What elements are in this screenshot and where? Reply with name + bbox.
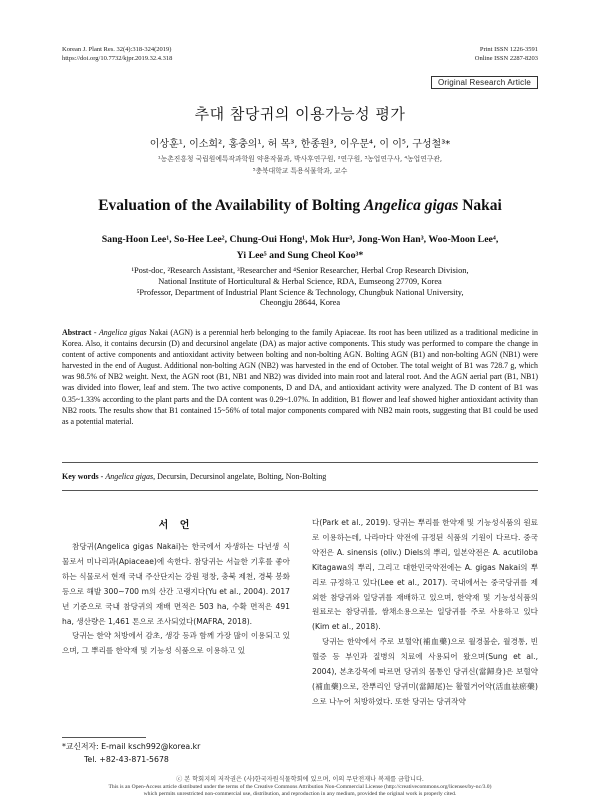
doi-link[interactable]: https://doi.org/10.7732/kjpr.2019.32.4.318	[62, 54, 173, 62]
keywords	[62, 472, 538, 481]
korean-authors: 이상훈¹, 이소희², 홍충의¹, 허 목³, 한종원³, 이우문⁴, 이 이⁵, 구성철³*	[149, 139, 451, 150]
section-title-introduction: 서 언	[158, 520, 194, 531]
korean-affiliations	[0, 153, 600, 177]
body-column-left	[62, 540, 290, 659]
corresponding-email: *교신저자: E-mail ksch992@korea.kr	[62, 742, 201, 751]
divider-bottom	[62, 490, 538, 491]
keywords-label: Key words	[62, 472, 99, 481]
abstract	[62, 327, 538, 427]
divider-top	[62, 462, 538, 463]
issn-header	[475, 46, 538, 63]
title-prefix: Evaluation of the Availability of Bolting	[98, 197, 365, 214]
english-authors-line: Yi Lee⁵ and Sung Cheol Koo³*	[236, 250, 364, 261]
korean-title: 추대 참당귀의 이용가능성 평가	[194, 105, 406, 123]
korean-affiliation-line: ⁵충북대학교 특용식물학과, 교수	[252, 167, 348, 175]
journal-citation: Korean J. Plant Res. 32(4):318-324(2019)	[62, 46, 172, 53]
english-authors-line: Sang-Hoon Lee¹, So-Hee Lee², Chung-Oui Hong¹, Mok Hur³, Jong-Won Han³, Woo-Moon Lee⁴,	[101, 234, 499, 245]
english-affiliation-line: Cheongju 28644, Korea	[259, 298, 341, 308]
license-notice	[50, 784, 550, 798]
corresponding-phone: Tel. +82-43-871-5678	[84, 755, 169, 764]
copyright-notice: ⓒ 본 학회지의 저작권은 (사)한국자원식물학회에 있으며, 이의 무단전재나 복제를 금합니다.	[176, 776, 424, 783]
title-species: Angelica gigas	[364, 197, 459, 214]
english-affiliation-line: National Institute of Horticultural & Herbal Science, RDA, Eumseong 27709, Korea	[158, 276, 442, 286]
english-authors	[60, 232, 540, 264]
article-type-badge: Original Research Article	[431, 76, 538, 89]
keywords-rest: , Decursin, Decursinol angelate, Bolting, Non-Bolting	[153, 472, 327, 481]
korean-affiliation-line: ¹농촌진흥청 국립원예특작과학원 약용작물과, 박사후연구원, ²연구원, ³농업연구사, ⁴농업연구관,	[157, 155, 443, 163]
abstract-dash: -	[91, 328, 99, 337]
title-suffix: Nakai	[458, 197, 502, 214]
english-affiliation-line: ⁵Professor, Department of Industrial Plant Science & Technology, Chungbuk National University,	[136, 287, 464, 297]
body-paragraph: 당귀는 한약 처방에서 감초, 생강 등과 함께 가장 많이 이용되고 있으며, 그 뿌리를 한약재 및 기능성 식품으로 이용하고 있	[62, 631, 290, 656]
body-column-right	[312, 516, 538, 710]
keywords-dash: -	[98, 472, 106, 481]
english-title	[0, 197, 600, 215]
body-paragraph: 참당귀(Angelica gigas Nakai)는 한국에서 자생하는 다년생 식물로서 미나리과(Apiaceae)에 속한다. 참당귀는 서늘한 기후를 좋아하는 식물로서 현재 국내 주산단지는 강원 평창, 충북 제천, 경북 봉화 등으로 해발 300~700 m의 산간 고랭지다(Yu et al., 2004). 2017년 기준으로 국내 참당귀의 재배 면적은 503 ha, 수확 면적은 491 ha, 생산량은 1,461 톤으로 조사되었다(MAFRA, 2018).	[62, 542, 290, 626]
abstract-label: Abstract	[62, 328, 92, 337]
keywords-species: Angelica gigas	[105, 472, 154, 481]
corresponding-author	[62, 740, 200, 766]
body-paragraph: 다(Park et al., 2019). 당귀는 뿌리를 한약재 및 기능성식품의 원료로 이용하는데, 나라마다 약전에 규정된 식품의 기원이 다르다. 중국약전은 A. sinensis (oliv.) Diels의 뿌리, 일본약전은 A. acutiloba Kitagawa의 뿌리, 그리고 대한민국약전에는 A. gigas Nakai의 뿌리로 규정하고 있다(Lee et al., 2017). 국내에서는 중국당귀를 제외한 참당귀와 일당귀를 재배하고 있으며, 한약재 및 기능성식품의 원료로는 참당귀를, 쌈채소용으로는 일당귀를 주로 사용하고 있다(Kim et al., 2018).	[312, 518, 538, 632]
license-line: This is an Open-Access article distributed under the terms of the Creative Commons Attribution Non-Commercial License (http://creativecommons.org/licenses/by-nc/3.0)	[108, 784, 492, 790]
english-affiliation-line: ¹Post-doc, ²Research Assistant, ³Researcher and ⁴Senior Researcher, Herbal Crop Research Division,	[131, 266, 469, 275]
abstract-text: Nakai (AGN) is a perennial herb belonging to the family Apiaceae. Its root has been utilized as a traditional medicine in Korea. Also, it contains decursin (D) and decursinol angelate (DA) as major active components. This study was performed to compare the change in content of active components and antioxidant activity between bolting and non-bolting AGN. Bolting AGN (B1) and non-bolting AGN (NB1) were harvested in the end of August. Additional non-bolting AGN (NB2) was harvested in the end of October. The total weight of B1 was 728.7 g, which was 98.5% of NB2 weight. Next, the AGN root (B1, NB1 and NB2) was divided into main root and lateral root. And the AGN aerial part (B1, NB1) was divided into flower, leaf and stem. The two active components, D and DA, and antioxidant activity were analyzed. The D content of B1 was 0.35~1.33% according to the plant parts and the DA content was 0.29~1.07%. In addition, B1 flower and leaf showed higher antioxidant activity than NB2 roots. The results show that B1 contained 15~56% of total major components compared with NB2 main roots, suggesting that B1 could be used as a potential material.	[62, 328, 538, 426]
license-line: which permits unrestricted non-commercial use, distribution, and reproduction in any medium, provided the original work is properly cited.	[143, 791, 457, 797]
online-issn: Online ISSN 2287-8203	[474, 54, 538, 62]
english-affiliations	[70, 266, 530, 309]
footnote-rule	[62, 737, 146, 738]
journal-header	[62, 46, 172, 63]
print-issn: Print ISSN 1226-3591	[479, 46, 538, 53]
body-paragraph: 당귀는 한약에서 주로 보혈약(補血藥)으로 월경불순, 월경통, 빈혈증 등 부인과 질병의 치료에 사용되어 왔으며(Sung et al., 2004), 본초강목에 따르면 당귀의 몸통인 당귀신(當歸身)은 보혈약(補血藥)으로, 잔뿌리인 당귀미(當歸尾)는 활혈거어약(活血祛瘀藥)으로 나누어 처방하였다. 또한 당귀는 당귀작약	[312, 637, 538, 706]
abstract-species: Angelica gigas	[98, 328, 147, 337]
